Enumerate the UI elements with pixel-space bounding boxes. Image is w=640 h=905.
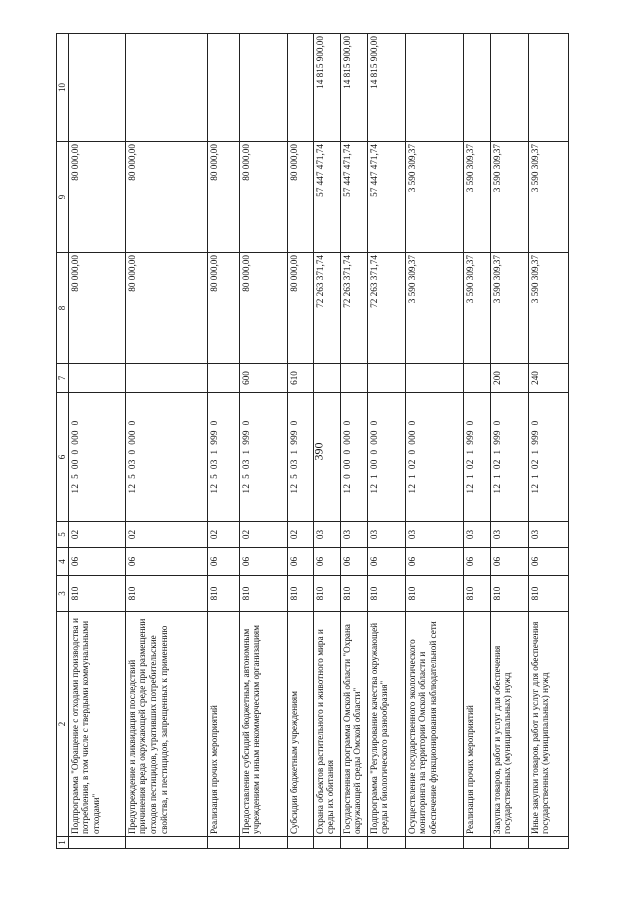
blank-cell [313,837,340,849]
amount-federal [207,34,239,142]
amount-total: 3 590 309,37 [405,253,463,364]
amount-federal: 14 815 900,00 [367,34,405,142]
blank-cell [125,837,207,849]
subsection-code: 03 [313,522,340,548]
amount-regional: 80 000,00 [287,142,313,253]
blank-cell [68,837,125,849]
amount-federal [68,34,125,142]
blank-cell [340,837,367,849]
target-article-code: 12 1 02 1 999 0 [490,393,528,522]
table-row [528,34,568,849]
blank-cell [239,837,287,849]
admin-code: 810 [313,576,340,612]
amount-federal [405,34,463,142]
section-code: 06 [405,548,463,576]
admin-code: 810 [528,576,568,612]
expense-type-code [463,364,490,393]
table-row [340,34,367,849]
section-code: 06 [207,548,239,576]
table-row [287,34,313,849]
budget-table-container [56,36,582,849]
blank-cell [405,837,463,849]
subsection-code: 03 [367,522,405,548]
expense-type-code: 600 [239,364,287,393]
expense-type-code: 240 [528,364,568,393]
amount-total: 3 590 309,37 [463,253,490,364]
amount-regional: 3 590 309,37 [490,142,528,253]
item-name: Реализация прочих мероприятий [207,612,239,837]
target-article-code: 12 1 02 1 999 0 [463,393,490,522]
item-name: Иные закупки товаров, работ и услуг для обеспечения государственных (муниципальных) нужд [528,612,568,837]
amount-regional: 80 000,00 [239,142,287,253]
amount-federal: 14 815 900,00 [313,34,340,142]
column-number: 10 [57,34,69,142]
subsection-code: 02 [68,522,125,548]
subsection-code: 02 [287,522,313,548]
expense-type-code [313,364,340,393]
column-number: 8 [57,253,69,364]
amount-regional: 57 447 471,74 [367,142,405,253]
subsection-code: 02 [207,522,239,548]
budget-table [56,33,569,849]
amount-total: 3 590 309,37 [528,253,568,364]
admin-code: 810 [207,576,239,612]
table-row [207,34,239,849]
table-row [463,34,490,849]
section-code: 06 [313,548,340,576]
admin-code: 810 [367,576,405,612]
target-article-code: 12 5 03 1 999 0 [239,393,287,522]
column-number: 7 [57,364,69,393]
item-name: Субсидии бюджетным учреждениям [287,612,313,837]
expense-type-code: 610 [287,364,313,393]
table-row [125,34,207,849]
amount-regional: 3 590 309,37 [405,142,463,253]
page-number: 390 [311,442,326,461]
admin-code: 810 [405,576,463,612]
section-code: 06 [490,548,528,576]
section-code: 06 [528,548,568,576]
section-code: 06 [287,548,313,576]
table-row [405,34,463,849]
table-row [68,34,125,849]
column-number: 2 [57,612,69,837]
subsection-code: 03 [463,522,490,548]
amount-federal [125,34,207,142]
subsection-code: 03 [340,522,367,548]
amount-federal [463,34,490,142]
column-number: 6 [57,393,69,522]
column-number: 5 [57,522,69,548]
blank-cell [490,837,528,849]
amount-regional: 57 447 471,74 [340,142,367,253]
blank-cell [367,837,405,849]
amount-total: 80 000,00 [125,253,207,364]
target-article-code: 12 1 02 0 000 0 [405,393,463,522]
table-row [239,34,287,849]
admin-code: 810 [490,576,528,612]
table-row [367,34,405,849]
admin-code: 810 [340,576,367,612]
amount-regional: 3 590 309,37 [463,142,490,253]
blank-cell [528,837,568,849]
subsection-code: 02 [239,522,287,548]
target-article-code: 12 5 00 0 000 0 [68,393,125,522]
blank-cell [287,837,313,849]
expense-type-code [68,364,125,393]
section-code: 06 [367,548,405,576]
amount-regional: 57 447 471,74 [313,142,340,253]
column-number: 9 [57,142,69,253]
section-code: 06 [463,548,490,576]
item-name: Государственная программа Омской области "Охрана окружающей среды Омской области" [340,612,367,837]
column-number: 1 [57,837,69,849]
admin-code: 810 [239,576,287,612]
amount-total: 80 000,00 [207,253,239,364]
amount-total: 3 590 309,37 [490,253,528,364]
expense-type-code [340,364,367,393]
expense-type-code [405,364,463,393]
expense-type-code [125,364,207,393]
subsection-code: 02 [125,522,207,548]
target-article-code: 12 5 03 0 000 0 [125,393,207,522]
admin-code: 810 [287,576,313,612]
subsection-code: 03 [490,522,528,548]
amount-total: 80 000,00 [239,253,287,364]
subsection-code: 03 [405,522,463,548]
blank-cell [207,837,239,849]
amount-regional: 80 000,00 [68,142,125,253]
amount-regional: 80 000,00 [207,142,239,253]
amount-federal: 14 815 900,00 [340,34,367,142]
amount-total: 80 000,00 [287,253,313,364]
expense-type-code [367,364,405,393]
admin-code: 810 [463,576,490,612]
item-name: Подпрограмма "Регулирование качества окружающей среды и биологического разнообразия" [367,612,405,837]
item-name: Предоставление субсидий бюджетным, автономным учреждениям и иным некоммерческим организациям [239,612,287,837]
expense-type-code: 200 [490,364,528,393]
target-article-code [313,393,340,522]
target-article-code: 12 5 03 1 999 0 [207,393,239,522]
expense-type-code [207,364,239,393]
target-article-code: 12 5 03 1 999 0 [287,393,313,522]
amount-federal [239,34,287,142]
item-name: Закупка товаров, работ и услуг для обеспечения государственных (муниципальных) нужд [490,612,528,837]
section-code: 06 [125,548,207,576]
admin-code: 810 [125,576,207,612]
amount-regional: 3 590 309,37 [528,142,568,253]
item-name: Предупреждение и ликвидация последствий причинения вреда окружающей среде при размещении отходов пестицидов, утративших потребительские свойства, и пестицидов, запрещенных к применению [125,612,207,837]
item-name: Реализация прочих мероприятий [463,612,490,837]
section-code: 06 [239,548,287,576]
column-number: 3 [57,576,69,612]
section-code: 06 [68,548,125,576]
amount-total: 72 263 371,74 [367,253,405,364]
amount-regional: 80 000,00 [125,142,207,253]
amount-federal [528,34,568,142]
amount-total: 72 263 371,74 [340,253,367,364]
amount-federal [490,34,528,142]
column-number: 4 [57,548,69,576]
amount-total: 80 000,00 [68,253,125,364]
section-code: 06 [340,548,367,576]
subsection-code: 03 [528,522,568,548]
admin-code: 810 [68,576,125,612]
target-article-code: 12 1 02 1 999 0 [528,393,568,522]
amount-federal [287,34,313,142]
item-name: Подпрограмма "Обращение с отходами производства и потребления, в том числе с твердыми коммунальными отходами" [68,612,125,837]
amount-total: 72 263 371,74 [313,253,340,364]
item-name: Осуществление государственного экологического мониторинга на территории Омской области и обеспечение функционирования наблюдательной сети [405,612,463,837]
column-number-row [57,34,69,849]
table-row [313,34,340,849]
target-article-code: 12 0 00 0 000 0 [340,393,367,522]
blank-cell [463,837,490,849]
item-name: Охрана объектов растительного и животного мира и среды их обитания [313,612,340,837]
table-row [490,34,528,849]
target-article-code: 12 1 00 0 000 0 [367,393,405,522]
